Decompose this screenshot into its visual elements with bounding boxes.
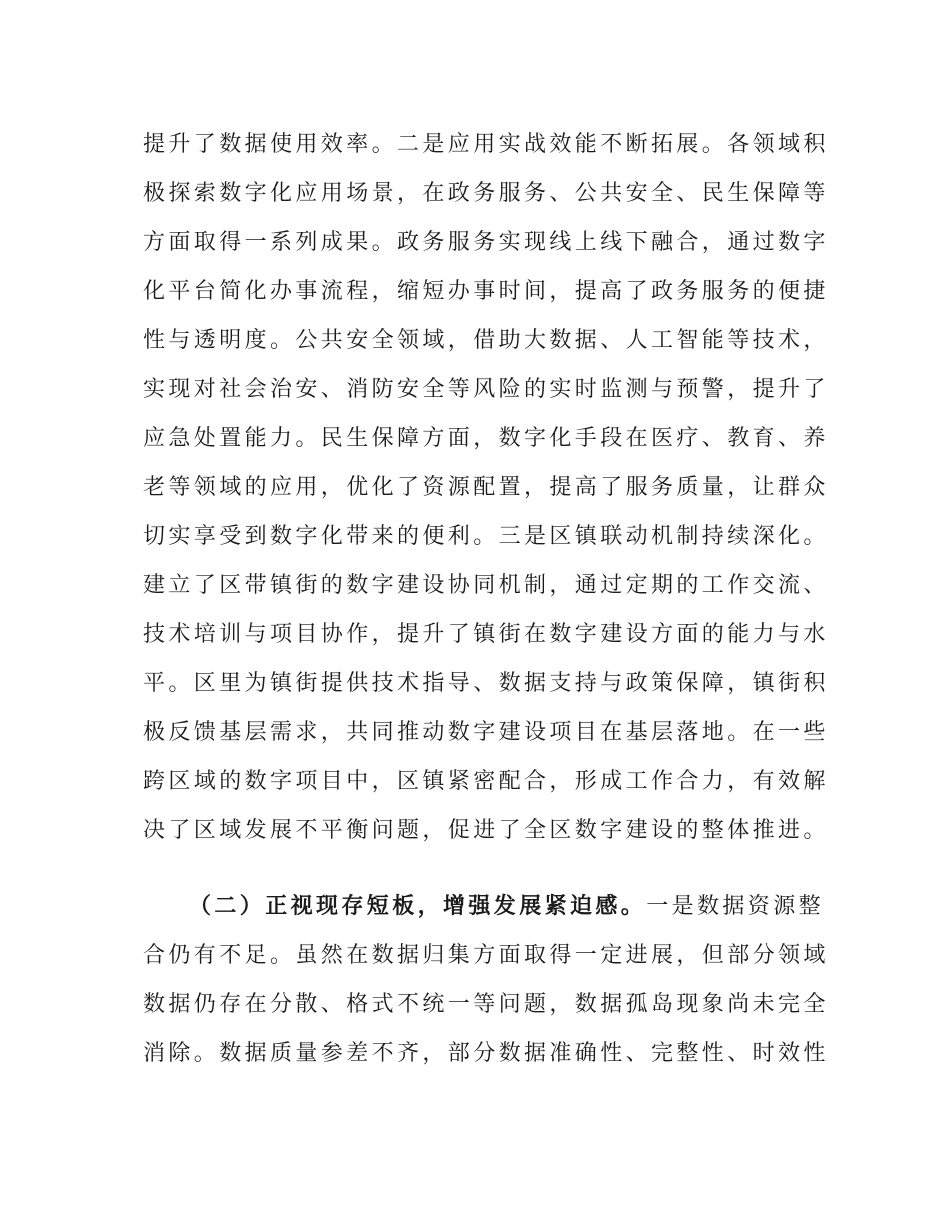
paragraph-line: 平。区里为镇街提供技术指导、数据支持与政策保障，镇街积 <box>143 671 829 696</box>
paragraph-line: 极反馈基层需求，共同推动数字建设项目在基层落地。在一些 <box>143 720 829 745</box>
paragraph-line: 提升了数据使用效率。二是应用实战效能不断拓展。各领域积 <box>143 132 829 157</box>
paragraph-line: 切实享受到数字化带来的便利。三是区镇联动机制持续深化。 <box>143 524 829 549</box>
paragraph-line: 消除。数据质量参差不齐，部分数据准确性、完整性、时效性 <box>143 1041 829 1066</box>
paragraph-line: 决了区域发展不平衡问题，促进了全区数字建设的整体推进。 <box>143 818 829 843</box>
paragraph-line: 方面取得一系列成果。政务服务实现线上线下融合，通过数字 <box>143 230 829 255</box>
paragraph-line: 合仍有不足。虽然在数据归集方面取得一定进展，但部分领域 <box>143 943 829 968</box>
paragraph-line: 建立了区带镇街的数字建设协同机制，通过定期的工作交流、 <box>143 573 829 598</box>
paragraph-line: 数据仍存在分散、格式不统一等问题，数据孤岛现象尚未完全 <box>143 992 829 1017</box>
paragraph-line: 技术培训与项目协作，提升了镇街在数字建设方面的能力与水 <box>143 622 829 647</box>
paragraph-line: 实现对社会治安、消防安全等风险的实时监测与预警，提升了 <box>143 377 829 402</box>
paragraph-2 <box>143 882 829 1078</box>
paragraph-line: 老等领域的应用，优化了资源配置，提高了服务质量，让群众 <box>143 475 829 500</box>
paragraph-line: 应急处置能力。民生保障方面，数字化手段在医疗、教育、养 <box>143 426 829 451</box>
paragraph-line: 极探索数字化应用场景，在政务服务、公共安全、民生保障等 <box>143 181 829 206</box>
paragraph-first-line <box>143 882 825 931</box>
first-line-text: 一是数据资源整 <box>646 894 825 919</box>
paragraph-1 <box>143 120 829 855</box>
paragraph-line: 性与透明度。公共安全领域，借助大数据、人工智能等技术， <box>143 328 829 353</box>
paragraph-line: 化平台简化办事流程，缩短办事时间，提高了政务服务的便捷 <box>143 279 829 304</box>
paragraph-line: 跨区域的数字项目中，区镇紧密配合，形成工作合力，有效解 <box>143 769 829 794</box>
section-heading: （二）正视现存短板，增强发展紧迫感。 <box>189 893 647 919</box>
